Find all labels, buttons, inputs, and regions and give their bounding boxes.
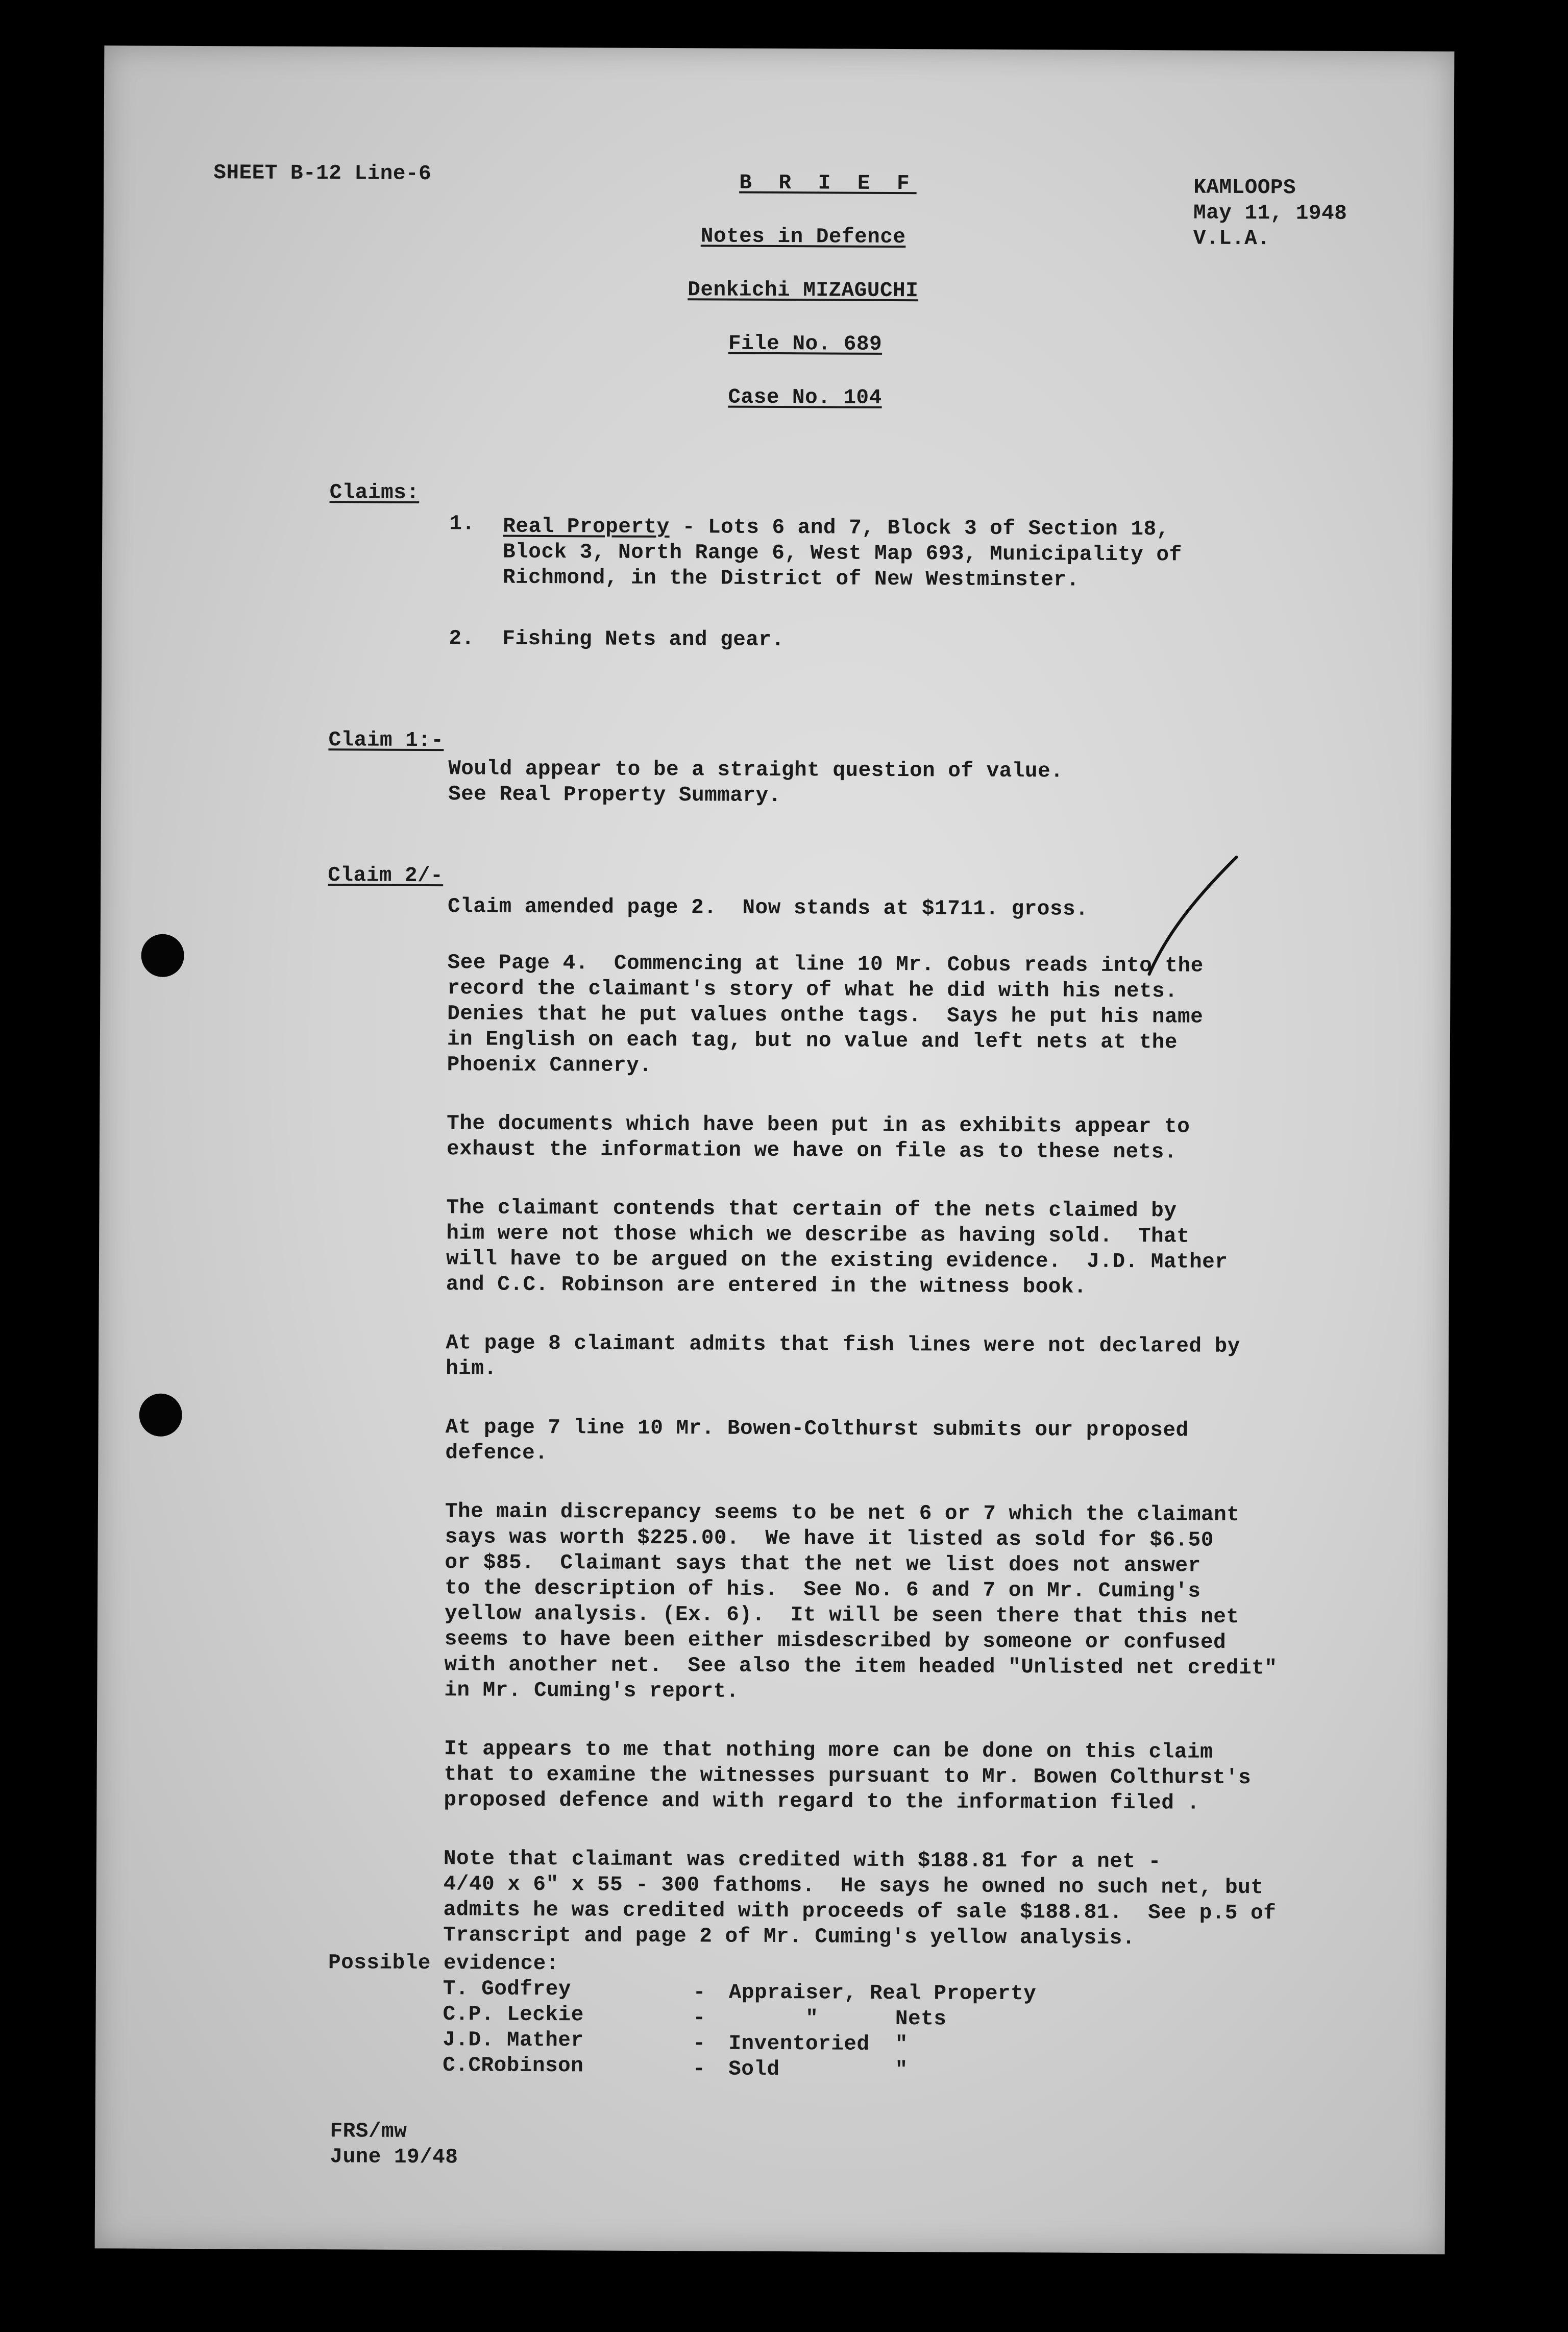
file-number: File No. 689: [728, 332, 883, 356]
claim2-para6-line: with another net. See also the item headed "Unlisted net credit": [444, 1653, 1278, 1681]
claim2-para5-line: defence.: [445, 1441, 548, 1466]
evidence-dash: -: [693, 2032, 706, 2056]
claim2-amended: Claim amended page 2. Now stands at $1711. gross.: [447, 895, 1089, 921]
evidence-name: C.CRobinson: [443, 2054, 584, 2078]
claim2-para7-line: that to examine the witnesses pursuant to Mr. Bowen Colthurst's: [444, 1763, 1252, 1790]
claim2-para4-line: At page 8 claimant admits that fish lines were not declared by: [446, 1331, 1240, 1358]
claim2-para1-line: in English on each tag, but no value and left nets at the: [447, 1028, 1178, 1055]
evidence-dash: -: [693, 2057, 706, 2081]
punch-hole-lower: [139, 1394, 182, 1437]
claim2-para6-line: The main discrepancy seems to be net 6 or 7 which the claimant: [445, 1500, 1240, 1527]
claim-item-2-text: Fishing Nets and gear.: [502, 627, 785, 652]
claimant-name: Denkichi MIZAGUCHI: [688, 278, 919, 303]
evidence-role: Sold ": [728, 2057, 908, 2082]
sheet-reference: SHEET B-12 Line-6: [213, 161, 432, 186]
claim2-para1-line: record the claimant's story of what he did with his nets.: [447, 977, 1178, 1004]
claim-item-1-label: Real Property: [503, 515, 670, 540]
claim2-para8-line: Note that claimant was credited with $188.81 for a net -: [443, 1847, 1161, 1874]
claim2-para1-line: Denies that he put values onthe tags. Says he put his name: [447, 1002, 1204, 1029]
claim2-para6-line: seems to have been either misdescribed by someone or confused: [444, 1627, 1227, 1655]
claim2-para3-line: him were not those which we describe as having sold. That: [446, 1222, 1190, 1249]
claim2-para3-line: The claimant contends that certain of the nets claimed by: [446, 1196, 1177, 1223]
claim-item-1-text: - Lots 6 and 7, Block 3 of Section 18,: [669, 516, 1169, 542]
document-title: B R I E F: [739, 171, 917, 196]
claim2-para7-line: proposed defence and with regard to the information filed .: [444, 1788, 1200, 1815]
claim1-line: Would appear to be a straight question of value.: [448, 757, 1064, 784]
claim2-para7-line: It appears to me that nothing more can be done on this claim: [444, 1737, 1213, 1764]
evidence-dash: -: [693, 1981, 706, 2005]
claim2-para8-line: 4/40 x 6" x 55 - 300 fathoms. He says he owned no such net, but: [443, 1873, 1264, 1900]
claim2-para4-line: him.: [446, 1357, 497, 1381]
evidence-role: Inventoried ": [728, 2032, 908, 2057]
claim2-para3-line: will have to be argued on the existing evidence. J.D. Mather: [446, 1247, 1228, 1274]
claim2-para1-line: Phoenix Cannery.: [447, 1053, 652, 1078]
claim-item-2-number: 2.: [449, 627, 475, 651]
claim2-para6-line: yellow analysis. (Ex. 6). It will be seen there that this net: [444, 1602, 1239, 1629]
footer-date: June 19/48: [330, 2145, 458, 2170]
claim2-para2-line: exhaust the information we have on file as to these nets.: [446, 1137, 1178, 1164]
claims-heading: Claims:: [329, 481, 420, 505]
evidence-role: Appraiser, Real Property: [728, 1981, 1037, 2006]
claim2-para5-line: At page 7 line 10 Mr. Bowen-Colthurst submits our proposed: [445, 1416, 1189, 1443]
claim2-para6-line: says was worth $225.00. We have it listed as sold for $6.50: [445, 1525, 1214, 1552]
claim2-para8-line: Transcript and page 2 of Mr. Cuming's yellow analysis.: [443, 1924, 1135, 1951]
evidence-dash: -: [693, 2006, 706, 2030]
claim1-line: See Real Property Summary.: [448, 783, 781, 808]
claim2-para2-line: The documents which have been put in as exhibits appear to: [447, 1112, 1190, 1139]
claim2-para6-line: or $85. Claimant says that the net we list does not answer: [445, 1551, 1201, 1578]
claim2-para8-line: admits he was credited with proceeds of sale $188.81. See p.5 of: [443, 1898, 1277, 1926]
document-page: [95, 45, 1455, 2254]
claim2-para3-line: and C.C. Robinson are entered in the witness book.: [446, 1273, 1087, 1299]
claim1-heading: Claim 1:-: [328, 728, 444, 753]
case-number: Case No. 104: [728, 385, 882, 410]
evidence-name: C.P. Leckie: [443, 2003, 584, 2027]
evidence-name: T. Godfrey: [443, 1977, 571, 2002]
document-date: May 11, 1948: [1193, 201, 1348, 226]
document-subtitle: Notes in Defence: [700, 225, 906, 250]
evidence-name: J.D. Mather: [443, 2028, 584, 2053]
claim2-para6-line: in Mr. Cuming's report.: [444, 1679, 739, 1704]
punch-hole-upper: [141, 934, 184, 977]
evidence-heading: Possible evidence:: [328, 1951, 559, 1976]
agency: V.L.A.: [1193, 227, 1270, 251]
claim-item-1-line2: Block 3, North Range 6, West Map 693, Municipality of: [503, 540, 1182, 567]
location: KAMLOOPS: [1193, 176, 1296, 200]
claim2-para6-line: to the description of his. See No. 6 and 7 on Mr. Cuming's: [445, 1576, 1201, 1604]
claim-item-1-number: 1.: [449, 512, 475, 536]
typist-initials: FRS/mw: [330, 2120, 407, 2144]
claim-item-1-line1: [503, 515, 1169, 542]
claim2-heading: Claim 2/-: [328, 864, 444, 888]
claim2-para1-line: See Page 4. Commencing at line 10 Mr. Cobus reads into the: [447, 951, 1204, 978]
claim-item-1-line3: Richmond, in the District of New Westminster.: [502, 566, 1080, 592]
evidence-role: " Nets: [728, 2006, 947, 2031]
